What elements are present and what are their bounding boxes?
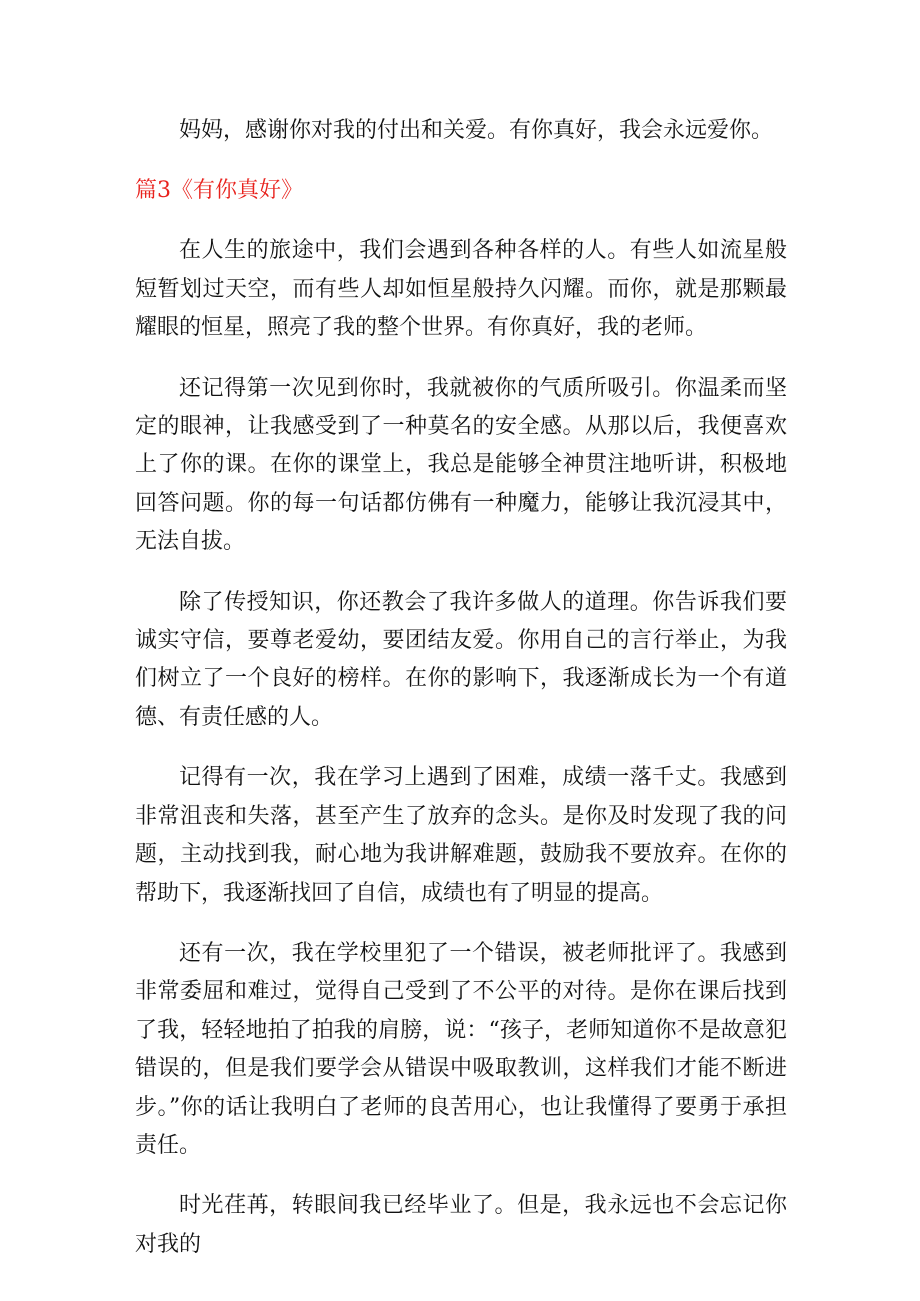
paragraph-1: 在人生的旅途中，我们会遇到各种各样的人。有些人如流星般短暂划过天空，而有些人却如恒星般持久闪耀。而你，就是那颗最耀眼的恒星，照亮了我的整个世界。有你真好，我的老师。 xyxy=(135,238,787,341)
section-heading: 篇3《有你真好》 xyxy=(135,178,303,204)
document-body xyxy=(135,112,787,1286)
paragraph-6: 时光荏苒，转眼间我已经毕业了。但是，我永远也不会忘记你对我的 xyxy=(135,1193,787,1257)
paragraph-5: 还有一次，我在学校里犯了一个错误，被老师批评了。我感到非常委屈和难过，觉得自己受到了不公平的对待。是你在课后找到了我，轻轻地拍了拍我的肩膀，说：“孩子，老师知道你不是故意犯错误的，但是我们要学会从错误中吸取教训，这样我们才能不断进步。”你的话让我明白了老师的良苦用心，也让我懂得了要勇于承担责任。 xyxy=(135,940,787,1158)
paragraph-3: 除了传授知识，你还教会了我许多做人的道理。你告诉我们要诚实守信，要尊老爱幼，要团结友爱。你用自己的言行举止，为我们树立了一个良好的榜样。在你的影响下，我逐渐成长为一个有道德、有责任感的人。 xyxy=(135,589,787,730)
paragraph-2: 还记得第一次见到你时，我就被你的气质所吸引。你温柔而坚定的眼神，让我感受到了一种莫名的安全感。从那以后，我便喜欢上了你的课。在你的课堂上，我总是能够全神贯注地听讲，积极地回答问题。你的每一句话都仿佛有一种魔力，能够让我沉浸其中，无法自拔。 xyxy=(135,375,787,555)
paragraph-4: 记得有一次，我在学习上遇到了困难，成绩一落千丈。我感到非常沮丧和失落，甚至产生了放弃的念头。是你及时发现了我的问题，主动找到我，耐心地为我讲解难题，鼓励我不要放弃。在你的帮助下，我逐渐找回了自信，成绩也有了明显的提高。 xyxy=(135,765,787,906)
intro-paragraph: 妈妈，感谢你对我的付出和关爱。有你真好，我会永远爱你。 xyxy=(179,118,774,143)
